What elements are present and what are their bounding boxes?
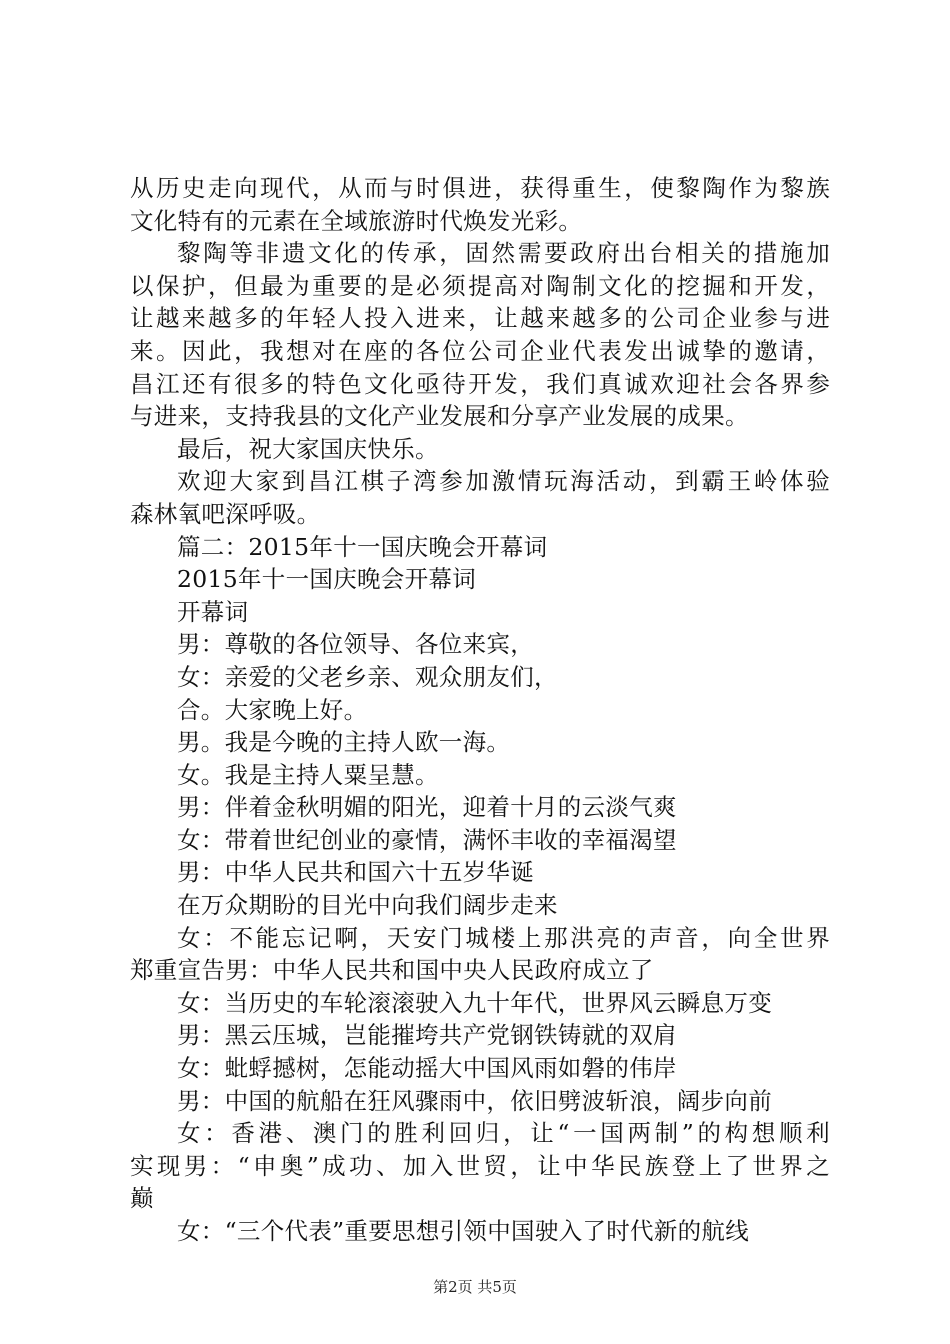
text-line: 与进来，支持我县的文化产业发展和分享产业发展的成果。 <box>130 402 749 431</box>
text-line: 来 。 因 此 ， 我 想 对 在 座 的 各 位 公 司 企 业 代 表 发 出 诚 挚 的 邀 请 ， <box>130 336 830 365</box>
text-line: 女 ： 不 能 忘 记 啊 ， 天 安 门 城 楼 上 那 洪 亮 的 声 音 ， 向 全 世 界 <box>177 923 830 952</box>
text-line: 男：伴着金秋明媚的阳光，迎着十月的云淡气爽 <box>177 793 677 822</box>
text-line: 男：黑云压城，岂能摧垮共产党钢铁铸就的双肩 <box>177 1021 677 1050</box>
text-line: 巅 <box>130 1184 154 1213</box>
text-line: 昌 江 还 有 很 多 的 特 色 文 化 亟 待 开 发 ， 我 们 真 诚 欢 迎 社 会 各 界 参 <box>130 369 830 398</box>
text-line: 文化特有的元素在全域旅游时代焕发光彩。 <box>130 206 583 235</box>
text-line: 合。大家晚上好。 <box>177 695 368 724</box>
text-line: 女。我是主持人粟呈慧。 <box>177 760 439 789</box>
text-line: 女：亲爱的父老乡亲、观众朋友们， <box>177 662 558 691</box>
text-line: 女：蚍蜉撼树，怎能动摇大中国风雨如磐的伟岸 <box>177 1054 677 1083</box>
text-line: 最后，祝大家国庆快乐。 <box>177 434 439 463</box>
text-line: 女：“三个代表”重要思想引领中国驶入了时代新的航线 <box>177 1217 750 1245</box>
text-line: 欢 迎 大 家 到 昌 江 棋 子 湾 参 加 激 情 玩 海 活 动 ， 到 霸 王 岭 体 验 <box>177 467 830 496</box>
text-line: 男：中华人民共和国六十五岁华诞 <box>177 858 534 887</box>
text-line: 2015年十一国庆晚会开幕词 <box>177 565 477 594</box>
text-line: 让 越 来 越 多 的 年 轻 人 投 入 进 来 ， 让 越 来 越 多 的 公 司 企 业 参 与 进 <box>130 304 830 333</box>
text-line: 男：中国的航船在狂风骤雨中，依旧劈波斩浪，阔步向前 <box>177 1086 772 1115</box>
text-line: 女 ： 香 港 、 澳 门 的 胜 利 回 归 ， 让 “ 一 国 两 制 ” 的 构 想 顺 利 <box>177 1119 830 1148</box>
text-line: 女：带着世纪创业的豪情，满怀丰收的幸福渴望 <box>177 825 677 854</box>
text-line: 郑重宣告男：中华人民共和国中央人民政府成立了 <box>130 956 654 985</box>
text-line: 森林氧吧深呼吸。 <box>130 499 321 528</box>
text-line: 开幕词 <box>177 597 249 626</box>
text-line: 实 现 男 ： “ 申 奥 ” 成 功 、 加 入 世 贸 ， 让 中 华 民 族 登 上 了 世 界 之 <box>130 1151 830 1180</box>
text-line: 男：尊敬的各位领导、各位来宾， <box>177 630 534 659</box>
text-line: 女：当历史的车轮滚滚驶入九十年代，世界风云瞬息万变 <box>177 988 772 1017</box>
text-line: 篇二：2015年十一国庆晚会开幕词 <box>177 532 548 561</box>
text-line: 黎 陶 等 非 遗 文 化 的 传 承 ， 固 然 需 要 政 府 出 台 相 关 的 措 施 加 <box>177 239 830 268</box>
document-body <box>130 172 830 1248</box>
page-footer: 第2页 共5页 <box>433 1278 517 1296</box>
text-line: 男。我是今晚的主持人欧一海。 <box>177 728 511 757</box>
text-line: 在万众期盼的目光中向我们阔步走来 <box>177 891 558 920</box>
text-line: 以 保 护 ， 但 最 为 重 要 的 是 必 须 提 高 对 陶 制 文 化 的 挖 掘 和 开 发 ， <box>130 271 830 300</box>
text-line: 从 历 史 走 向 现 代 ， 从 而 与 时 俱 进 ， 获 得 重 生 ， 使 黎 陶 作 为 黎 族 <box>130 174 830 202</box>
